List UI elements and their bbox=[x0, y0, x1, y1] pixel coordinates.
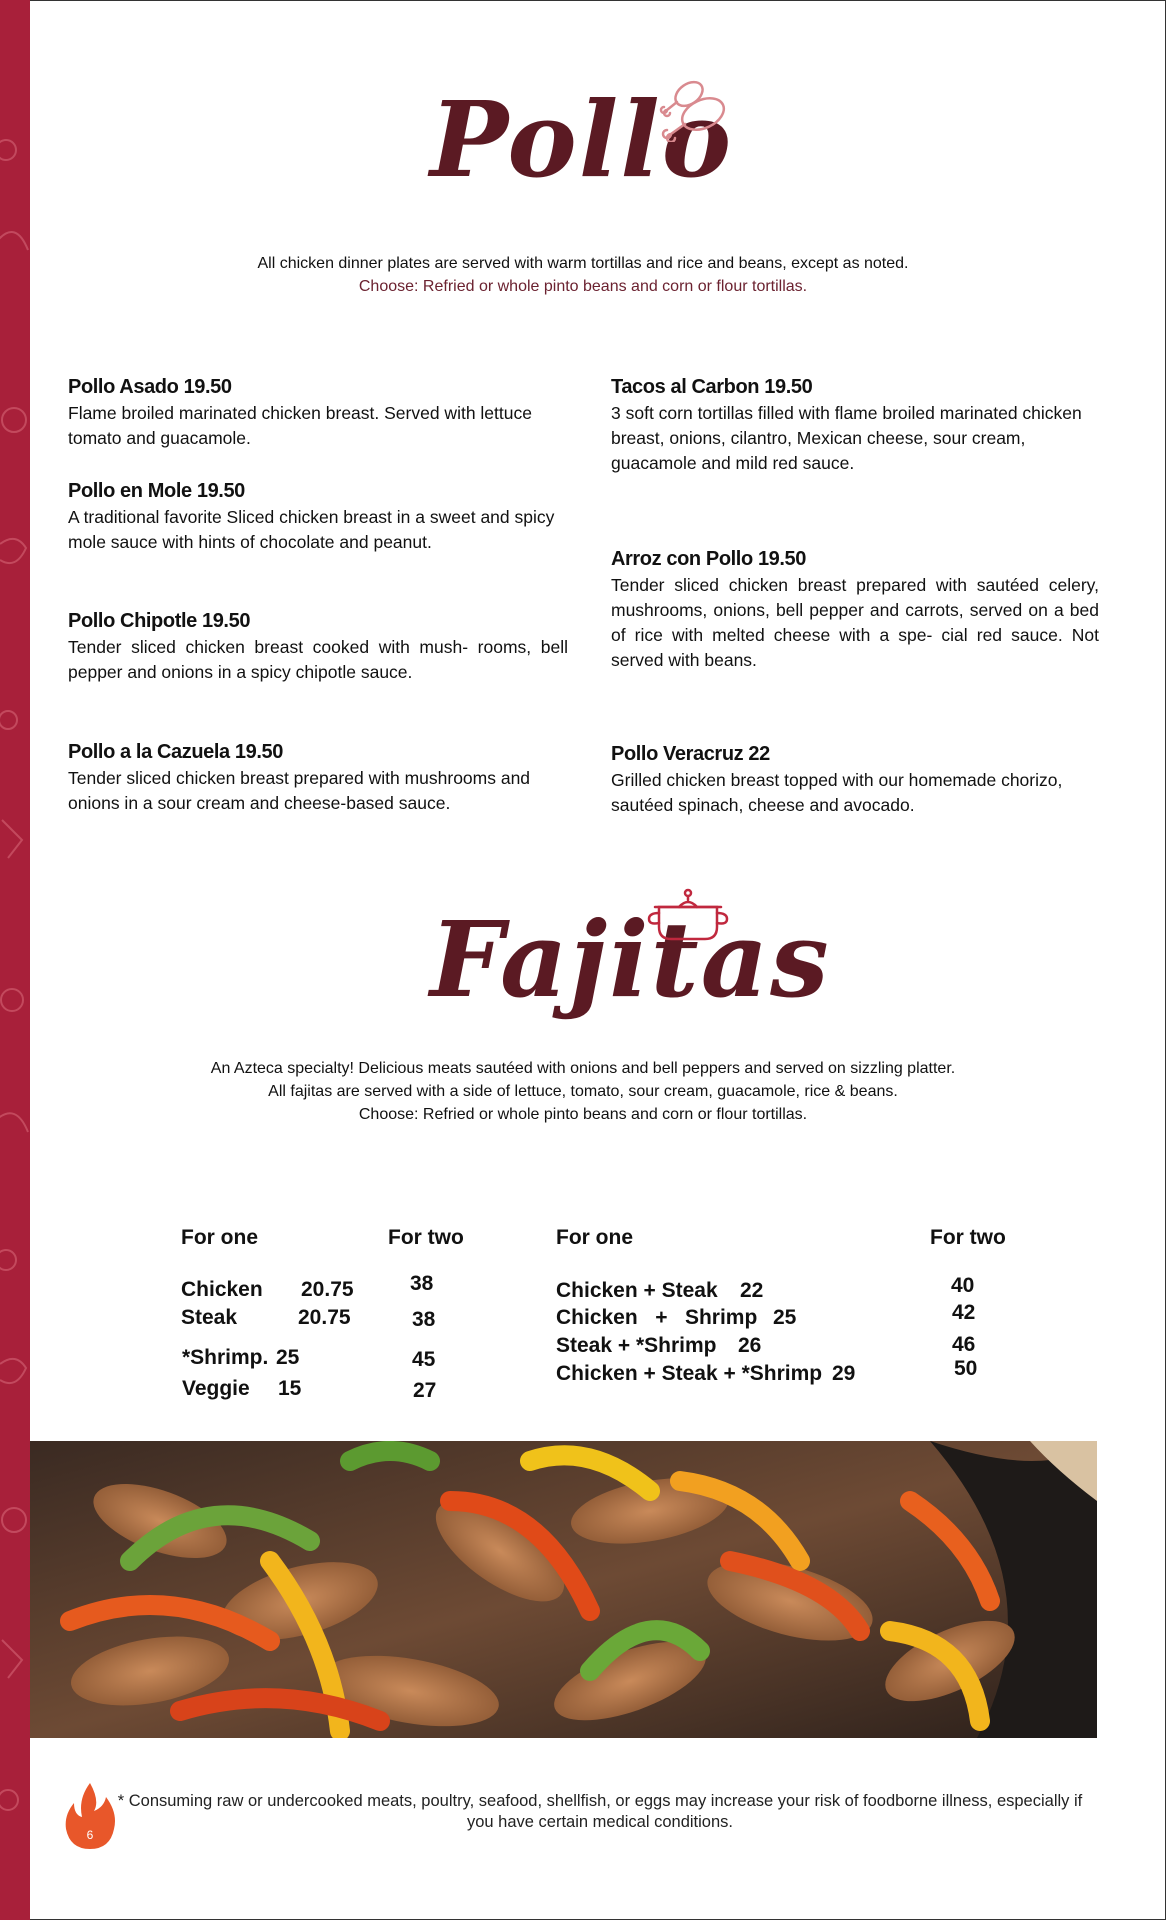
fajita-name: Chicken + Shrimp bbox=[556, 1306, 758, 1329]
page-number: 6 bbox=[86, 1828, 94, 1842]
fajitas-skillet-image bbox=[30, 1441, 1097, 1738]
item-name: Arroz con Pollo 19.50 bbox=[611, 548, 806, 570]
item-name: Pollo Asado 19.50 bbox=[68, 376, 232, 398]
item-description: Tender sliced chicken breast prepared with mushrooms and onions in a sour cream and cheese-based sauce. bbox=[68, 768, 531, 813]
item-description: Grilled chicken breast topped with our homemade chorizo, sautéed spinach, cheese and avocado. bbox=[611, 770, 1063, 815]
item-name: Tacos al Carbon 19.50 bbox=[611, 376, 813, 398]
fajita-name: Chicken + Steak bbox=[556, 1279, 718, 1302]
fajita-price-one: 26 bbox=[738, 1334, 762, 1357]
fajita-price-one: 25 bbox=[276, 1346, 300, 1369]
header-for-one: For one bbox=[181, 1226, 258, 1249]
item-name: Pollo Veracruz 22 bbox=[611, 743, 770, 765]
menu-item bbox=[68, 608, 568, 685]
header-for-two: For two bbox=[930, 1226, 1006, 1249]
fajitas-intro-line: An Azteca specialty! Delicious meats sautéed with onions and bell peppers and served on sizzling platter. bbox=[210, 1060, 956, 1077]
fajitas-title: Fajitas bbox=[430, 898, 831, 1021]
item-description: 3 soft corn tortillas filled with flame broiled marinated chicken breast, onions, cilantro, Mexican cheese, sour cream, guacamole and mild red sauce. bbox=[611, 403, 1082, 473]
menu-item bbox=[611, 546, 1099, 673]
fajita-name: Veggie bbox=[182, 1377, 250, 1400]
side-decor-strip bbox=[0, 0, 30, 1920]
fajita-price-two: 38 bbox=[410, 1272, 434, 1295]
fajita-name: Steak + *Shrimp bbox=[556, 1334, 717, 1357]
header-for-one: For one bbox=[556, 1226, 633, 1249]
fajita-price-one: 20.75 bbox=[298, 1306, 351, 1329]
fajita-price-two: 50 bbox=[954, 1357, 978, 1380]
item-description: Flame broiled marinated chicken breast. Served with lettuce tomato and guacamole. bbox=[68, 403, 532, 448]
fajita-price-one: 25 bbox=[773, 1306, 797, 1329]
strip-doodle-pattern bbox=[0, 0, 30, 1920]
item-name: Pollo Chipotle 19.50 bbox=[68, 610, 251, 632]
fajita-name: Steak bbox=[181, 1306, 238, 1329]
fajita-name: *Shrimp. bbox=[182, 1346, 269, 1369]
menu-item bbox=[611, 374, 1099, 476]
fajitas-photo bbox=[30, 1441, 1097, 1738]
fajita-price-two: 27 bbox=[413, 1379, 437, 1402]
fajita-price-two: 40 bbox=[951, 1274, 975, 1297]
pollo-intro: All chicken dinner plates are served with warm tortillas and rice and beans, except as noted. bbox=[257, 255, 909, 272]
fajita-price-one: 29 bbox=[832, 1362, 856, 1385]
fajita-name: Chicken bbox=[181, 1278, 263, 1301]
food-safety-disclaimer: * Consuming raw or undercooked meats, poultry, seafood, shellfish, or eggs may increase your risk of foodborne illness, especially if you have certain medical conditions. bbox=[117, 1792, 1083, 1831]
pollo-choose-note: Choose: Refried or whole pinto beans and corn or flour tortillas. bbox=[358, 278, 808, 295]
item-description: Tender sliced chicken breast cooked with mush- rooms, bell pepper and onions in a spicy chipotle sauce. bbox=[68, 637, 568, 682]
pollo-title: Pollo bbox=[430, 78, 734, 201]
fajitas-intro-line: All fajitas are served with a side of lettuce, tomato, sour cream, guacamole, rice & beans. bbox=[268, 1083, 898, 1100]
menu-item bbox=[611, 741, 1099, 818]
fajita-price-one: 20.75 bbox=[301, 1278, 354, 1301]
item-name: Pollo a la Cazuela 19.50 bbox=[68, 741, 283, 763]
menu-item bbox=[68, 739, 568, 816]
fajita-price-one: 15 bbox=[278, 1377, 302, 1400]
menu-item bbox=[68, 374, 568, 451]
fajita-price-two: 38 bbox=[412, 1308, 436, 1331]
header-for-two: For two bbox=[388, 1226, 464, 1249]
chicken-drumstick-icon bbox=[655, 74, 735, 142]
fajitas-intro-line: Choose: Refried or whole pinto beans and corn or flour tortillas. bbox=[358, 1106, 808, 1123]
item-description: Tender sliced chicken breast prepared with sautéed celery, mushrooms, onions, bell pepper and carrots, served on a bed of rice with melted cheese with a spe- cial red sauce. Not served with beans. bbox=[611, 575, 1099, 670]
cooking-pot-icon bbox=[645, 885, 731, 943]
item-name: Pollo en Mole 19.50 bbox=[68, 480, 245, 502]
fajita-name: Chicken + Steak + *Shrimp bbox=[556, 1362, 823, 1385]
item-description: A traditional favorite Sliced chicken breast in a sweet and spicy mole sauce with hints of chocolate and peanut. bbox=[68, 507, 555, 552]
fajita-price-two: 42 bbox=[952, 1301, 976, 1324]
fajita-price-two: 46 bbox=[952, 1333, 976, 1356]
fajita-price-two: 45 bbox=[412, 1348, 436, 1371]
fajita-price-one: 22 bbox=[740, 1279, 764, 1302]
menu-item bbox=[68, 478, 568, 555]
